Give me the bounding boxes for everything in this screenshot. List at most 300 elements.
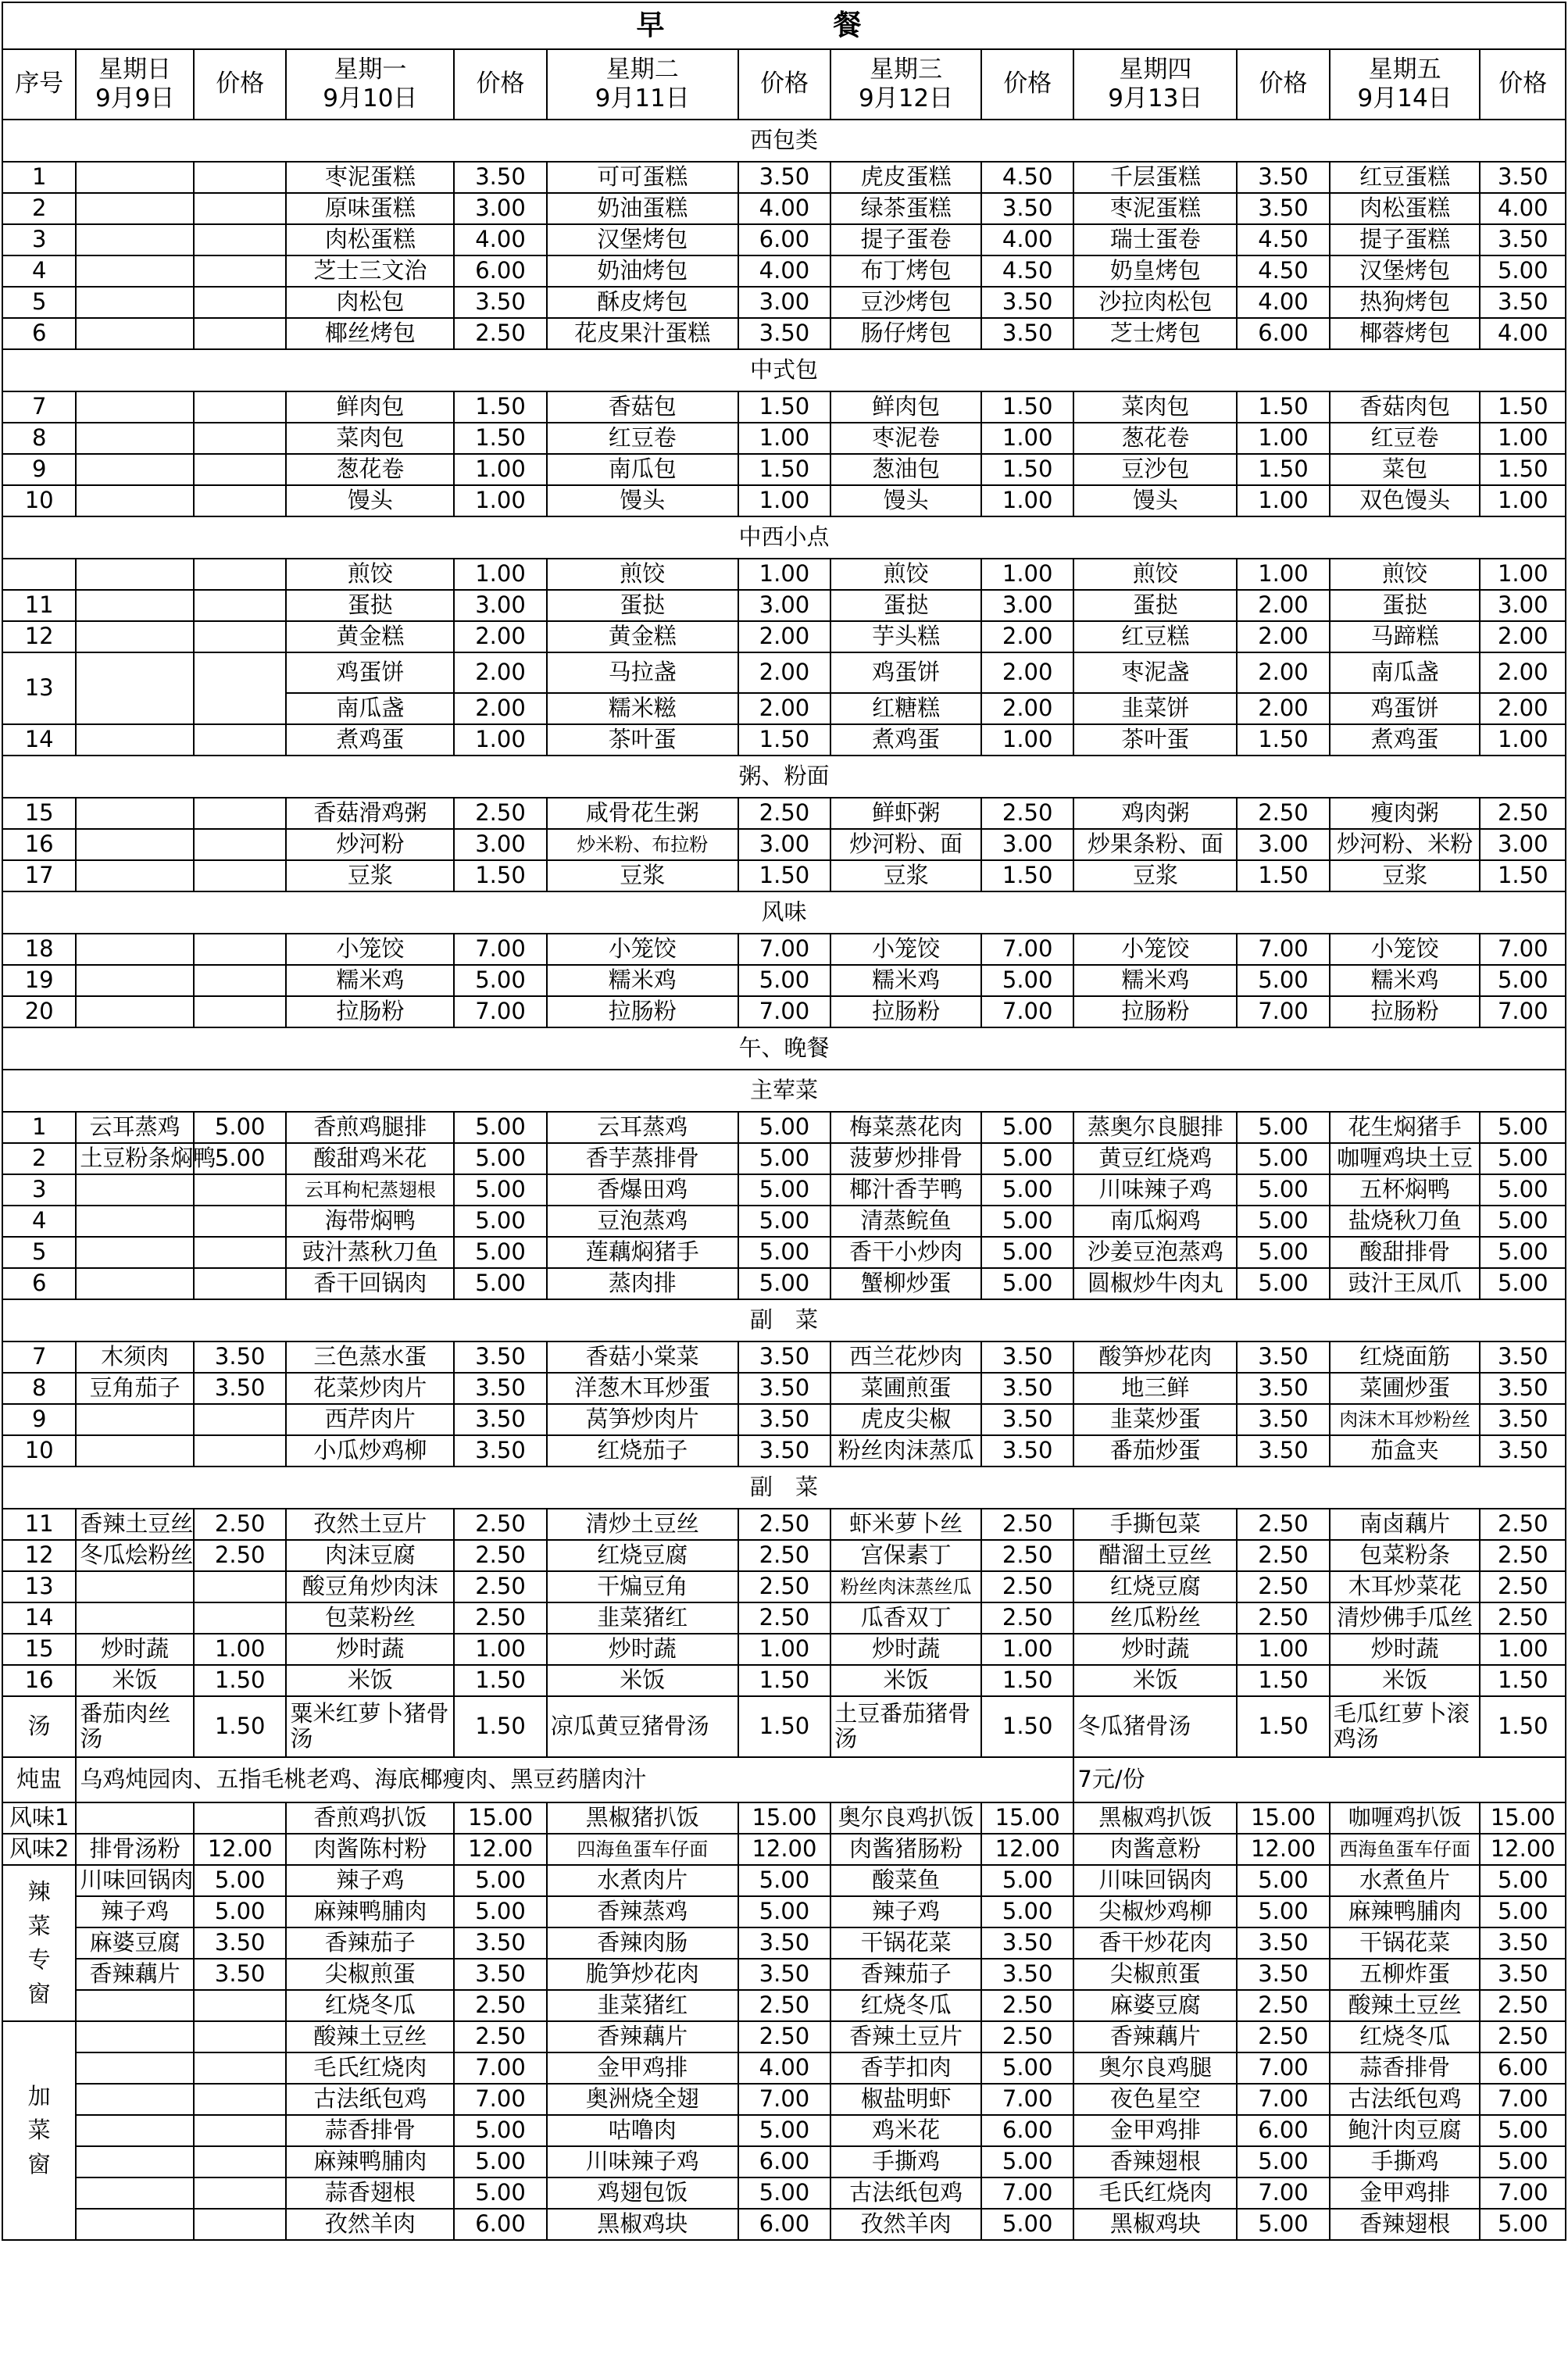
cell-tue-price: 3.50	[738, 1341, 830, 1373]
cell-wed-price: 1.00	[981, 724, 1073, 756]
extra-row	[2, 2115, 1566, 2146]
cell-fri-price: 1.50	[1480, 860, 1566, 891]
cell-wed-dish: 鸡蛋饼	[830, 652, 981, 693]
cell-fri-price: 5.00	[1480, 255, 1566, 287]
cell-thu-dish: 千层蛋糕	[1073, 162, 1237, 193]
cell-thu-price: 5.00	[1237, 1112, 1329, 1143]
header-row	[2, 49, 1566, 120]
cell-mon-price: 4.00	[454, 224, 546, 255]
cell-thu-dish: 夜色星空	[1073, 2084, 1237, 2115]
cell-fri-price: 5.00	[1480, 1206, 1566, 1237]
menu-row	[2, 1509, 1566, 1540]
day-header	[1330, 49, 1480, 120]
cell-sun-price	[194, 1602, 286, 1634]
cell-mon-price: 5.00	[454, 1237, 546, 1268]
cell-thu-dish: 尖椒炒鸡柳	[1073, 1896, 1237, 1927]
cell-thu-price: 3.50	[1237, 1959, 1329, 1990]
cell-mon-dish: 辣子鸡	[286, 1865, 454, 1896]
cell-tue-price: 3.00	[738, 590, 830, 621]
cell-wed-dish: 绿茶蛋糕	[830, 193, 981, 224]
section-header	[2, 1467, 1566, 1509]
cell-tue-dish: 莲藕焖猪手	[547, 1237, 738, 1268]
cell-fri-price: 1.00	[1480, 1634, 1566, 1665]
cell-mon-dish: 糯米鸡	[286, 965, 454, 996]
cell-tue-price: 5.00	[738, 965, 830, 996]
cell-mon-price: 5.00	[454, 1174, 546, 1206]
soup-mon-price: 1.50	[454, 1696, 546, 1757]
cell-sun-price	[194, 2021, 286, 2052]
cell-wed-dish: 虾米萝卜丝	[830, 1509, 981, 1540]
cell-tue-price: 2.50	[738, 2021, 830, 2052]
menu-row	[2, 621, 1566, 652]
cell-thu-price: 1.50	[1237, 454, 1329, 485]
cell-seq: 9	[2, 1404, 76, 1435]
cell-fri-dish: 糯米鸡	[1330, 965, 1480, 996]
cell-seq: 风味2	[2, 1834, 76, 1865]
cell-seq: 10	[2, 485, 76, 516]
menu-row	[2, 965, 1566, 996]
cell-thu-price: 7.00	[1237, 2177, 1329, 2209]
cell-thu-dish: 金甲鸡排	[1073, 2115, 1237, 2146]
cell-thu-dish: 鸡肉粥	[1073, 798, 1237, 829]
section-header	[2, 1299, 1566, 1341]
cell-sun-dish	[76, 224, 194, 255]
soup-tue-price: 1.50	[738, 1696, 830, 1757]
cell-tue-dish: 奶油烤包	[547, 255, 738, 287]
cell-seq: 4	[2, 255, 76, 287]
cell-tue-dish: 香辣肉肠	[547, 1927, 738, 1959]
cell-mon-dish: 酸甜鸡米花	[286, 1143, 454, 1174]
cell-wed-price: 3.50	[981, 1404, 1073, 1435]
cell-mon-price: 3.50	[454, 162, 546, 193]
cell-fri-dish: 西海鱼蛋车仔面	[1330, 1834, 1480, 1865]
cell-wed-dish: 煮鸡蛋	[830, 724, 981, 756]
cell-wed-dish: 蟹柳炒蛋	[830, 1268, 981, 1299]
cell-fri-dish: 茄盒夹	[1330, 1435, 1480, 1467]
seq-header: 序号	[2, 49, 76, 120]
cell-mon-dish: 豆浆	[286, 860, 454, 891]
cell-wed-dish: 手撕鸡	[830, 2146, 981, 2177]
cell-wed-dish: 布丁烤包	[830, 255, 981, 287]
cell-sun-dish	[76, 1435, 194, 1467]
day-date: 9月14日	[1357, 84, 1452, 113]
cell-thu-dish: 菜肉包	[1073, 391, 1237, 423]
cell-tue-dish: 蒸肉排	[547, 1268, 738, 1299]
cell-sun-price	[194, 287, 286, 318]
cell-fri-price: 7.00	[1480, 2177, 1566, 2209]
cell-fri-dish: 椰蓉烤包	[1330, 318, 1480, 349]
cell-wed-dish: 香干小炒肉	[830, 1237, 981, 1268]
cell-thu-dish: 韭菜饼	[1073, 693, 1237, 724]
cell-seq: 10	[2, 1435, 76, 1467]
cell-thu-price: 1.50	[1237, 860, 1329, 891]
cell-thu-dish: 毛氏红烧肉	[1073, 2177, 1237, 2209]
cell-mon-dish: 香煎鸡腿排	[286, 1112, 454, 1143]
menu-row	[2, 391, 1566, 423]
cell-tue-dish: 煎饺	[547, 559, 738, 590]
menu-row	[2, 287, 1566, 318]
cell-tue-dish: 黑椒猪扒饭	[547, 1802, 738, 1834]
cell-tue-price: 2.50	[738, 798, 830, 829]
cell-wed-dish: 豆浆	[830, 860, 981, 891]
cell-seq: 13	[2, 652, 76, 724]
cell-tue-dish: 拉肠粉	[547, 996, 738, 1027]
cell-mon-price: 5.00	[454, 1112, 546, 1143]
price-header: 价格	[194, 49, 286, 120]
cell-mon-price: 5.00	[454, 2146, 546, 2177]
cell-mon-price: 3.00	[454, 829, 546, 860]
menu-row	[2, 1802, 1566, 1834]
cell-tue-price: 2.50	[738, 1602, 830, 1634]
day-name: 星期三	[870, 55, 943, 84]
cell-seq: 5	[2, 287, 76, 318]
cell-sun-dish	[76, 162, 194, 193]
day-date: 9月10日	[323, 84, 418, 113]
cell-mon-price: 1.00	[454, 724, 546, 756]
cell-thu-price: 2.50	[1237, 1990, 1329, 2021]
cell-fri-price: 3.50	[1480, 162, 1566, 193]
soup-sun-price: 1.50	[194, 1696, 286, 1757]
cell-sun-price	[194, 2052, 286, 2084]
cell-tue-dish: 香菇小棠菜	[547, 1341, 738, 1373]
cell-mon-price: 3.50	[454, 1341, 546, 1373]
cell-tue-price: 5.00	[738, 2115, 830, 2146]
cell-tue-price: 3.00	[738, 829, 830, 860]
cell-sun-price	[194, 829, 286, 860]
cell-fri-price: 5.00	[1480, 1865, 1566, 1896]
cell-mon-price: 3.00	[454, 193, 546, 224]
cell-sun-price	[194, 2177, 286, 2209]
cell-tue-price: 5.00	[738, 1896, 830, 1927]
cell-tue-price: 5.00	[738, 1865, 830, 1896]
cell-seq: 6	[2, 1268, 76, 1299]
cell-fri-dish: 拉肠粉	[1330, 996, 1480, 1027]
day-name: 星期五	[1368, 55, 1441, 84]
cell-tue-dish: 炒米粉、布拉粉	[547, 829, 738, 860]
cell-fri-dish: 木耳炒菜花	[1330, 1571, 1480, 1602]
cell-tue-price: 1.50	[738, 724, 830, 756]
cell-wed-dish: 粉丝肉沫蒸瓜	[830, 1435, 981, 1467]
cell-sun-dish: 辣子鸡	[76, 1896, 194, 1927]
cell-seq: 6	[2, 318, 76, 349]
cell-wed-price: 5.00	[981, 1237, 1073, 1268]
cell-thu-dish: 香干炒花肉	[1073, 1927, 1237, 1959]
cell-tue-price: 4.00	[738, 193, 830, 224]
cell-seq: 14	[2, 724, 76, 756]
cell-fri-price: 5.00	[1480, 2146, 1566, 2177]
cell-thu-dish: 瑞士蛋卷	[1073, 224, 1237, 255]
cell-wed-dish: 鸡米花	[830, 2115, 981, 2146]
cell-thu-price: 1.00	[1237, 559, 1329, 590]
cell-thu-dish: 炒时蔬	[1073, 1634, 1237, 1665]
cell-wed-price: 2.00	[981, 621, 1073, 652]
cell-tue-price: 7.00	[738, 996, 830, 1027]
cell-thu-price: 5.00	[1237, 1865, 1329, 1896]
cell-tue-price: 2.00	[738, 693, 830, 724]
cell-tue-price: 2.50	[738, 1540, 830, 1571]
cell-sun-dish	[76, 860, 194, 891]
cell-thu-dish: 手撕包菜	[1073, 1509, 1237, 1540]
cell-wed-dish: 菠萝炒排骨	[830, 1143, 981, 1174]
extra-label: 加菜窗	[2, 2021, 76, 2240]
cell-sun-price: 5.00	[194, 1865, 286, 1896]
cell-wed-dish: 鲜虾粥	[830, 798, 981, 829]
cell-fri-dish: 酸辣土豆丝	[1330, 1990, 1480, 2021]
cell-seq: 8	[2, 423, 76, 454]
cell-fri-dish: 热狗烤包	[1330, 287, 1480, 318]
cell-wed-price: 2.50	[981, 2021, 1073, 2052]
cell-tue-price: 5.00	[738, 1268, 830, 1299]
menu-row	[2, 454, 1566, 485]
menu-row	[2, 860, 1566, 891]
price-header: 价格	[1237, 49, 1329, 120]
cell-wed-price: 4.50	[981, 162, 1073, 193]
cell-mon-price: 1.50	[454, 391, 546, 423]
cell-wed-dish: 虎皮蛋糕	[830, 162, 981, 193]
cell-sun-dish	[76, 318, 194, 349]
cell-fri-dish: 菜圃炒蛋	[1330, 1373, 1480, 1404]
cell-sun-dish: 麻婆豆腐	[76, 1927, 194, 1959]
cell-sun-price	[194, 996, 286, 1027]
cell-thu-price: 2.00	[1237, 652, 1329, 693]
menu-row	[2, 590, 1566, 621]
cell-fri-price: 3.50	[1480, 1373, 1566, 1404]
cell-thu-price: 5.00	[1237, 1237, 1329, 1268]
cell-mon-price: 3.50	[454, 1959, 546, 1990]
section-title: 西包类	[2, 120, 1566, 162]
cell-wed-dish: 糯米鸡	[830, 965, 981, 996]
cell-mon-dish: 三色蒸水蛋	[286, 1341, 454, 1373]
cell-wed-dish: 干锅花菜	[830, 1927, 981, 1959]
cell-sun-dish: 香辣藕片	[76, 1959, 194, 1990]
cell-mon-dish: 香煎鸡扒饭	[286, 1802, 454, 1834]
cell-thu-price: 12.00	[1237, 1834, 1329, 1865]
cell-tue-price: 1.00	[738, 1634, 830, 1665]
cell-tue-price: 2.50	[738, 1509, 830, 1540]
section-title: 午、晚餐	[2, 1027, 1566, 1070]
title-row	[2, 2, 1566, 49]
menu-row	[2, 724, 1566, 756]
cell-sun-dish: 川味回锅肉	[76, 1865, 194, 1896]
cell-mon-price: 7.00	[454, 2084, 546, 2115]
cell-mon-price: 3.50	[454, 1373, 546, 1404]
cell-sun-price: 3.50	[194, 1959, 286, 1990]
cell-thu-dish: 沙姜豆泡蒸鸡	[1073, 1237, 1237, 1268]
cell-wed-price: 5.00	[981, 1174, 1073, 1206]
cell-fri-dish: 咖喱鸡块土豆	[1330, 1143, 1480, 1174]
cell-wed-dish: 西兰花炒肉	[830, 1341, 981, 1373]
cell-thu-dish: 米饭	[1073, 1665, 1237, 1696]
menu-row	[2, 423, 1566, 454]
day-date: 9月9日	[95, 84, 175, 113]
cell-wed-price: 3.50	[981, 193, 1073, 224]
cell-wed-price: 2.00	[981, 693, 1073, 724]
cell-thu-price: 3.50	[1237, 162, 1329, 193]
cell-tue-dish: 香菇包	[547, 391, 738, 423]
cell-mon-dish: 枣泥蛋糕	[286, 162, 454, 193]
cell-thu-dish: 圆椒炒牛肉丸	[1073, 1268, 1237, 1299]
cell-fri-price: 5.00	[1480, 1896, 1566, 1927]
cell-thu-dish: 番茄炒蛋	[1073, 1435, 1237, 1467]
cell-seq: 7	[2, 1341, 76, 1373]
cell-tue-dish: 韭菜猪红	[547, 1602, 738, 1634]
cell-mon-price: 2.50	[454, 798, 546, 829]
cell-fri-dish: 南瓜盏	[1330, 652, 1480, 693]
cell-sun-price	[194, 860, 286, 891]
cell-tue-dish: 咕噜肉	[547, 2115, 738, 2146]
cell-fri-dish: 煮鸡蛋	[1330, 724, 1480, 756]
cell-tue-dish: 香辣藕片	[547, 2021, 738, 2052]
cell-mon-dish: 酸豆角炒肉沫	[286, 1571, 454, 1602]
cell-sun-price	[194, 965, 286, 996]
cell-sun-dish	[76, 2209, 194, 2240]
cell-sun-price: 2.50	[194, 1540, 286, 1571]
cell-tue-price: 2.00	[738, 652, 830, 693]
cell-thu-price: 5.00	[1237, 1268, 1329, 1299]
cell-sun-dish	[76, 1174, 194, 1206]
menu-row	[2, 1540, 1566, 1571]
cell-tue-dish: 奥洲烧全翅	[547, 2084, 738, 2115]
cell-sun-dish	[76, 934, 194, 965]
cell-wed-price: 1.50	[981, 454, 1073, 485]
cell-thu-price: 4.50	[1237, 224, 1329, 255]
cell-tue-dish: 云耳蒸鸡	[547, 1112, 738, 1143]
cell-mon-price: 5.00	[454, 1206, 546, 1237]
cell-mon-dish: 海带焖鸭	[286, 1206, 454, 1237]
cell-wed-dish: 煎饺	[830, 559, 981, 590]
cell-mon-price: 1.50	[454, 423, 546, 454]
cell-thu-price: 1.00	[1237, 1634, 1329, 1665]
price-header: 价格	[454, 49, 546, 120]
cell-wed-dish: 瓜香双丁	[830, 1602, 981, 1634]
cell-sun-price	[194, 559, 286, 590]
cell-fri-price: 2.00	[1480, 621, 1566, 652]
cell-fri-dish: 古法纸包鸡	[1330, 2084, 1480, 2115]
cell-mon-dish: 南瓜盏	[286, 693, 454, 724]
cell-seq: 风味1	[2, 1802, 76, 1834]
cell-tue-price: 1.00	[738, 485, 830, 516]
cell-thu-dish: 川味辣子鸡	[1073, 1174, 1237, 1206]
cell-sun-price: 5.00	[194, 1896, 286, 1927]
cell-thu-price: 3.00	[1237, 829, 1329, 860]
cell-tue-price: 3.50	[738, 1927, 830, 1959]
cell-thu-dish: 奥尔良鸡腿	[1073, 2052, 1237, 2084]
soup-tue-dish: 凉瓜黄豆猪骨汤	[547, 1696, 738, 1757]
cell-tue-price: 3.50	[738, 1435, 830, 1467]
section-header	[2, 1027, 1566, 1070]
cell-thu-price: 5.00	[1237, 1206, 1329, 1237]
cell-wed-price: 5.00	[981, 965, 1073, 996]
cell-wed-dish: 清蒸鲩鱼	[830, 1206, 981, 1237]
cell-sun-dish: 豆角茄子	[76, 1373, 194, 1404]
section-header	[2, 120, 1566, 162]
cell-wed-dish: 辣子鸡	[830, 1896, 981, 1927]
cell-sun-dish	[76, 965, 194, 996]
cell-mon-dish: 酸辣土豆丝	[286, 2021, 454, 2052]
cell-mon-price: 1.50	[454, 1665, 546, 1696]
cell-seq: 13	[2, 1571, 76, 1602]
cell-fri-price: 5.00	[1480, 1143, 1566, 1174]
cell-tue-dish: 豆浆	[547, 860, 738, 891]
cell-mon-dish: 麻辣鸭脯肉	[286, 1896, 454, 1927]
cell-thu-price: 1.50	[1237, 1665, 1329, 1696]
cell-tue-price: 2.50	[738, 1571, 830, 1602]
cell-thu-price: 7.00	[1237, 996, 1329, 1027]
cell-tue-price: 7.00	[738, 2084, 830, 2115]
cell-mon-dish: 炒时蔬	[286, 1634, 454, 1665]
menu-row	[2, 1571, 1566, 1602]
cell-thu-price: 1.50	[1237, 724, 1329, 756]
cell-sun-dish	[76, 1268, 194, 1299]
menu-row	[2, 255, 1566, 287]
cell-thu-price: 7.00	[1237, 934, 1329, 965]
cell-fri-dish: 煎饺	[1330, 559, 1480, 590]
cell-wed-price: 3.50	[981, 1373, 1073, 1404]
cell-seq: 15	[2, 798, 76, 829]
cell-tue-price: 5.00	[738, 1143, 830, 1174]
cell-mon-price: 1.00	[454, 1634, 546, 1665]
cell-fri-dish: 鸡蛋饼	[1330, 693, 1480, 724]
cell-tue-dish: 黑椒鸡块	[547, 2209, 738, 2240]
cell-sun-dish	[76, 1404, 194, 1435]
cell-fri-dish: 提子蛋糕	[1330, 224, 1480, 255]
cell-wed-price: 2.50	[981, 1990, 1073, 2021]
cell-sun-price	[194, 1990, 286, 2021]
cell-mon-price: 2.00	[454, 621, 546, 652]
cell-mon-price: 5.00	[454, 2177, 546, 2209]
cell-tue-dish: 奶油蛋糕	[547, 193, 738, 224]
cell-mon-dish: 芝士三文治	[286, 255, 454, 287]
price-header: 价格	[738, 49, 830, 120]
cell-mon-dish: 豉汁蒸秋刀鱼	[286, 1237, 454, 1268]
menu-row	[2, 162, 1566, 193]
menu-row	[2, 996, 1566, 1027]
cell-sun-price	[194, 2115, 286, 2146]
section-header	[2, 891, 1566, 934]
cell-mon-dish: 孜然羊肉	[286, 2209, 454, 2240]
cell-wed-price: 5.00	[981, 2146, 1073, 2177]
cell-tue-dish: 酥皮烤包	[547, 287, 738, 318]
spicy-row	[2, 1896, 1566, 1927]
cell-fri-dish: 包菜粉条	[1330, 1540, 1480, 1571]
cell-seq: 14	[2, 1602, 76, 1634]
cell-seq: 2	[2, 1143, 76, 1174]
cell-wed-dish: 芋头糕	[830, 621, 981, 652]
cell-mon-price: 2.50	[454, 1540, 546, 1571]
cell-thu-price: 2.50	[1237, 798, 1329, 829]
cell-thu-price: 6.00	[1237, 318, 1329, 349]
cell-thu-price: 4.50	[1237, 255, 1329, 287]
cell-tue-dish: 脆笋炒花肉	[547, 1959, 738, 1990]
cell-tue-dish: 黄金糕	[547, 621, 738, 652]
cell-thu-price: 5.00	[1237, 2209, 1329, 2240]
cell-mon-price: 3.50	[454, 287, 546, 318]
cell-wed-dish: 古法纸包鸡	[830, 2177, 981, 2209]
cell-tue-dish: 干煸豆角	[547, 1571, 738, 1602]
cell-mon-dish: 米饭	[286, 1665, 454, 1696]
cell-tue-price: 7.00	[738, 934, 830, 965]
menu-table	[2, 2, 1566, 2241]
cell-sun-dish	[76, 1237, 194, 1268]
cell-mon-dish: 云耳枸杞蒸翅根	[286, 1174, 454, 1206]
stew-label: 炖盅	[2, 1757, 76, 1802]
cell-fri-price: 1.00	[1480, 724, 1566, 756]
cell-thu-price: 3.50	[1237, 1435, 1329, 1467]
cell-fri-dish: 双色馒头	[1330, 485, 1480, 516]
cell-tue-dish: 南瓜包	[547, 454, 738, 485]
cell-tue-price: 1.00	[738, 423, 830, 454]
day-header	[286, 49, 454, 120]
